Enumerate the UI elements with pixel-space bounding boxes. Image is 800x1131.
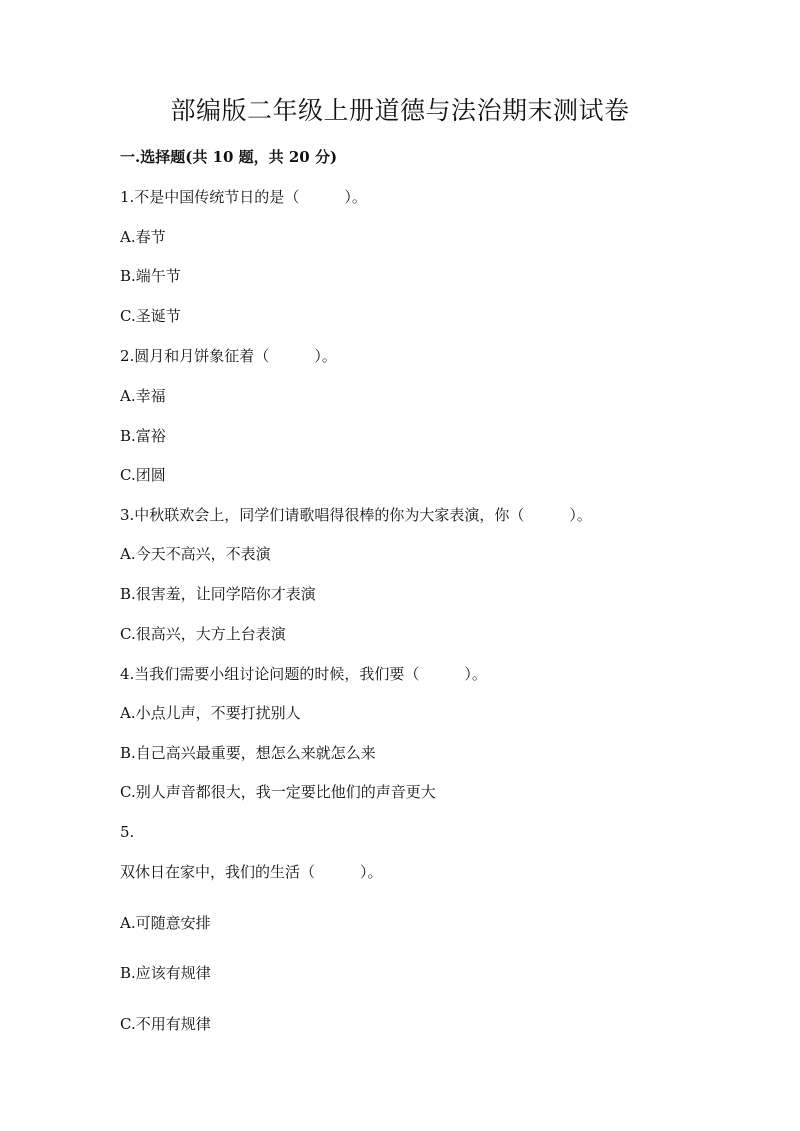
document-title: 部编版二年级上册道德与法治期末测试卷 [170,96,630,125]
question-3-stem: 3.中秋联欢会上，同学们请歌唱得很棒的你为大家表演，你（ ）。 [120,506,592,524]
question-2-option-a: A.幸福 [120,387,166,405]
question-4-option-b: B.自己高兴最重要，想怎么来就怎么来 [120,744,376,762]
question-4-option-c: C.别人声音都很大，我一定要比他们的声音更大 [120,783,436,801]
question-4-option-a: A.小点儿声，不要打扰别人 [120,704,301,722]
question-3-option-c: C.很高兴，大方上台表演 [120,625,286,643]
question-5-number: 5. [120,823,135,841]
question-4-stem: 4.当我们需要小组讨论问题的时候，我们要（ ）。 [120,665,487,683]
question-1-option-b: B.端午节 [120,267,181,285]
question-5-option-a: A.可随意安排 [120,914,211,932]
question-2-option-c: C.团圆 [120,466,166,484]
question-1-option-c: C.圣诞节 [120,307,181,325]
question-2-option-b: B.富裕 [120,427,166,445]
question-5-option-c: C.不用有规律 [120,1015,211,1033]
question-5-stem: 双休日在家中，我们的生活（ ）。 [120,863,383,881]
question-1-stem: 1.不是中国传统节日的是（ ）。 [120,188,367,206]
question-1-option-a: A.春节 [120,228,166,246]
question-3-option-b: B.很害羞，让同学陪你才表演 [120,585,316,603]
question-5-option-b: B.应该有规律 [120,964,211,982]
question-2-stem: 2.圆月和月饼象征着（ ）。 [120,347,337,365]
question-3-option-a: A.今天不高兴，不表演 [120,545,271,563]
section-heading: 一.选择题(共 10 题，共 20 分) [120,148,338,166]
